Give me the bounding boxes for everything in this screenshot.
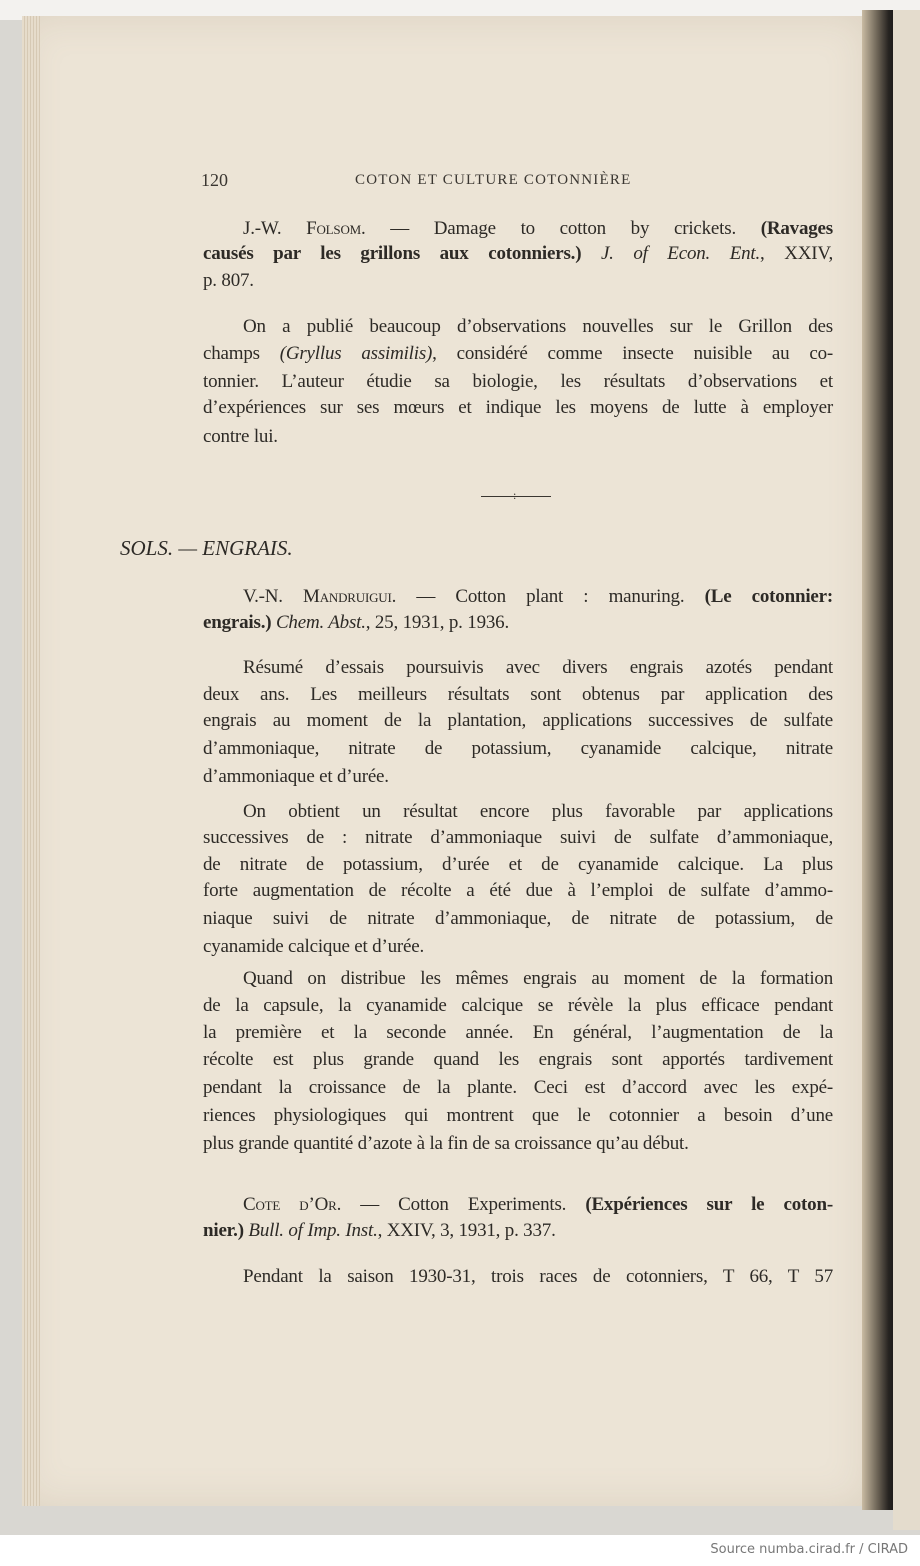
text-segment: , 25, 1931, p. 1936. [365,612,510,633]
text-segment: riences physiologiques qui montrent que le cotonnier a besoin d’une [203,1105,833,1126]
text-line [203,1133,833,1155]
text-segment: d’ammoniaque et d’urée. [203,766,389,787]
text-segment: — Cotton Experiments. [341,1194,586,1215]
journal-citation: Chem. Abst. [275,612,366,633]
section-title: SOLS. — ENGRAIS. [120,536,293,560]
text-segment: — Damage to cotton by crickets. [365,218,761,239]
text-line [203,397,833,419]
text-segment: de nitrate de potassium, d’urée et de cyanamide calcique. La plus [203,854,833,875]
bold-title: (Le cotonnier: [704,586,834,607]
text-line [203,1022,833,1044]
text-segment: contre lui. [203,426,278,447]
author-name: Cote d’Or. [243,1194,342,1215]
text-line [203,738,833,760]
text-line [243,1194,833,1216]
text-line [203,684,833,706]
text-line [243,801,833,823]
text-segment: , XXIV, 3, 1931, p. 337. [377,1220,556,1241]
text-segment: Pendant la saison 1930-31, trois races de cotonniers, T 66, T 57 [243,1266,833,1287]
bold-title: causés par les grillons aux cotonniers.) [203,243,582,264]
text-segment: récolte est plus grande quand les engrais sont apportés tardivement [203,1049,833,1070]
text-line [203,426,833,448]
text-segment: d’expériences sur ses mœurs et indique les moyens de lutte à employer [203,397,833,418]
text-segment: p. 807. [203,270,254,291]
text-segment: — Cotton plant : manuring. [396,586,705,607]
separator-mark: : [513,488,517,502]
text-segment: , XXIV, [760,243,833,264]
text-segment: pendant la croissance de la plante. Ceci est d’accord avec les expé- [203,1077,833,1098]
text-segment: Résumé d’essais poursuivis avec divers engrais azotés pendant [243,657,833,678]
text-line [243,1266,833,1288]
text-segment: cyanamide calcique et d’urée. [203,936,425,957]
text-line [243,968,833,990]
text-line [203,827,833,849]
text-line [203,1077,833,1099]
footer [0,1535,920,1566]
text-line [243,586,833,608]
text-line [203,371,833,393]
bold-title: nier.) [203,1220,244,1241]
text-line [203,854,833,876]
source-credit: Source numba.cirad.fr / CIRAD [710,1542,908,1557]
text-segment: niaque suivi de nitrate d’ammoniaque, de nitrate de potassium, de [203,908,833,929]
text-line [203,343,833,365]
bold-title: engrais.) [203,612,272,633]
text-line [203,270,833,292]
text-segment: Quand on distribue les mêmes engrais au moment de la formation [243,968,833,989]
text-line [203,710,833,732]
text-segment: successives de : nitrate d’ammoniaque suivi de sulfate d’ammoniaque, [203,827,833,848]
text-line [243,657,833,679]
text-line [203,1049,833,1071]
text-segment: On a publié beaucoup d’observations nouvelles sur le Grillon des [243,316,833,337]
text-line [243,218,833,240]
text-segment: plus grande quantité d’azote à la fin de sa croissance qu’au début. [203,1133,689,1154]
author-name: V.-N. Mandruigui. [243,586,397,607]
text-segment: , considéré comme insecte nuisible au co- [432,343,833,364]
page-number: 120 [201,170,228,190]
page-edge [22,16,40,1506]
bold-title: (Expériences sur le coton- [585,1194,833,1215]
journal-citation: (Gryllus assimilis) [279,343,433,364]
text-segment: On obtient un résultat encore plus favorable par applications [243,801,833,822]
text-line [243,316,833,338]
text-segment: deux ans. Les meilleurs résultats sont obtenus par application des [203,684,833,705]
text-segment: forte augmentation de récolte a été due à l’emploi de sulfate d’ammo- [203,880,833,901]
text-line [203,243,833,265]
running-title: COTON ET CULTURE COTONNIÈRE [355,172,632,188]
text-line [203,936,833,958]
journal-citation: J. of Econ. Ent. [600,243,761,264]
text-line [203,1220,833,1242]
journal-citation: Bull. of Imp. Inst. [248,1220,378,1241]
bold-title: (Ravages [760,218,833,239]
text-line [203,1105,833,1127]
author-name: J.-W. Folsom. [243,218,366,239]
text-segment [581,243,601,264]
text-segment: d’ammoniaque, nitrate de potassium, cyanamide calcique, nitrate [203,738,833,759]
text-line [203,612,833,634]
facing-page-edge [893,10,920,1530]
text-segment: de la capsule, la cyanamide calcique se révèle la plus efficace pendant [203,995,833,1016]
text-line [203,880,833,902]
text-line [203,908,833,930]
text-segment: la première et la seconde année. En général, l’augmentation de la [203,1022,833,1043]
text-segment: champs [203,343,280,364]
text-segment: tonnier. L’auteur étudie sa biologie, les résultats d’observations et [203,371,833,392]
text-line [203,766,833,788]
text-segment: engrais au moment de la plantation, applications successives de sulfate [203,710,833,731]
text-line [203,995,833,1017]
